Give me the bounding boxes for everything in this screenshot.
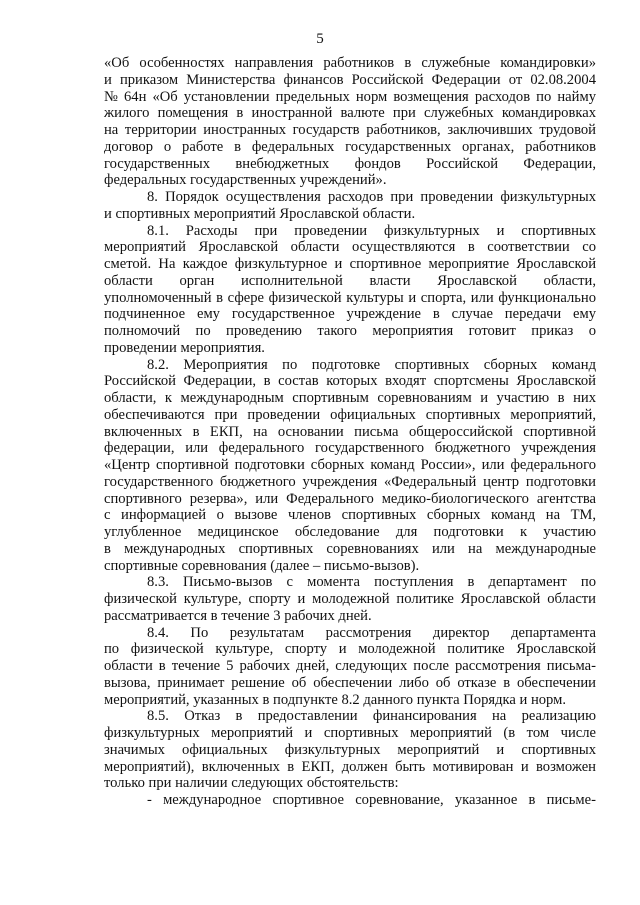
text-line: углубленное медицинское обследование для подготовки к участию <box>104 524 596 540</box>
text-line: включенных в ЕКП, на основании письма общероссийской спортивной <box>104 423 596 440</box>
text-line: физической культуре, спорту и молодежной политике Ярославской области <box>104 591 596 607</box>
text-line: № 64н «Об установлении предельных норм возмещения расходов по найму <box>104 88 596 105</box>
text-line: спортивного резерва», или Федерального медико-биологического агентства <box>104 490 596 507</box>
text-line: и спортивных мероприятий Ярославской области. <box>104 205 416 222</box>
text-line: мероприятий), включенных в ЕКП, должен быть мотивирован и возможен <box>104 758 596 775</box>
text-line: сметой. На каждое физкультурное и спортивное мероприятие Ярославской <box>104 256 596 272</box>
text-line: 8. Порядок осуществления расходов при проведении физкультурных <box>147 189 596 205</box>
text-line: Российской Федерации, в состав которых входят спортсмены Ярославской <box>104 373 596 390</box>
text-line: уполномоченный в сфере физической культуры и спорта, или функционально <box>104 289 596 306</box>
text-line: «Центр спортивной подготовки сборных команд России», или федерального <box>104 457 596 473</box>
text-line: только при наличии следующих обстоятельств: <box>104 775 399 792</box>
text-line: 8.2. Мероприятия по подготовке спортивных сборных команд <box>147 356 596 373</box>
text-line: спортивные соревнования (далее – письмо-вызов). <box>104 557 420 574</box>
text-line: мероприятий, указанных в подпункте 8.2 данного пункта Порядка и норм. <box>104 691 567 708</box>
text-line: 8.4. По результатам рассмотрения директор департамента <box>147 624 596 641</box>
text-line: мероприятий Ярославской области осуществляются в соответствии со <box>104 239 596 256</box>
page-number: 5 <box>316 31 324 47</box>
text-line: на территории иностранных государств работников, заключивших трудовой <box>104 122 596 138</box>
text-line: 8.5. Отказ в предоставлении финансирования на реализацию <box>147 708 596 725</box>
text-line: области орган исполнительной власти Ярославской области, <box>104 272 596 289</box>
text-line: «Об особенностях направления работников в служебные командировки» <box>104 55 596 71</box>
text-line: обеспечиваются при проведении официальных спортивных мероприятий, <box>104 406 596 423</box>
text-line: проведении мероприятия. <box>104 339 265 356</box>
text-line: области в течение 5 рабочих дней, следующих после рассмотрения письма- <box>104 658 596 674</box>
text-line: - международное спортивное соревнование, указанное в письме- <box>147 792 596 808</box>
text-line: федеральных государственных учреждений». <box>104 172 387 189</box>
text-line: 8.1. Расходы при проведении физкультурных и спортивных <box>147 222 596 239</box>
text-line: договор о работе в федеральных государственных органах, работников <box>104 138 596 155</box>
text-line: рассматривается в течение 3 рабочих дней. <box>104 607 372 624</box>
text-line: подчиненное ему государственное учреждение в случае передачи ему <box>104 306 596 323</box>
text-line: полномочий по проведению такого мероприятия готовит приказ о <box>104 323 596 339</box>
text-line: в международных спортивных соревнованиях или на международные <box>104 540 596 557</box>
text-line: значимых официальных физкультурных мероприятий и спортивных <box>104 741 596 758</box>
text-line: области, к международным спортивным соревнованиям и участию в них <box>104 390 596 406</box>
text-line: жилого помещения в иностранной валюте при служебных командировках <box>104 105 596 122</box>
text-line: с информацией о вызове членов спортивных сборных команд на ТМ, <box>104 507 596 524</box>
text-line: государственного бюджетного учреждения «Федеральный центр подготовки <box>104 473 596 490</box>
text-line: физкультурных мероприятий и спортивных мероприятий (в том числе <box>104 725 596 741</box>
text-line: 8.3. Письмо-вызов с момента поступления в департамент по <box>147 574 596 591</box>
text-line: по физической культуре, спорту и молодежной политике Ярославской <box>104 641 596 658</box>
text-line: государственных внебюджетных фондов Российской Федерации, <box>104 155 596 172</box>
document-body <box>104 55 596 809</box>
text-line: и приказом Министерства финансов Российской Федерации от 02.08.2004 <box>104 71 596 88</box>
text-line: федерации, или федерального государственного бюджетного учреждения <box>104 440 596 457</box>
text-line: вызова, принимает решение об обеспечении либо об отказе в обеспечении <box>104 674 596 691</box>
